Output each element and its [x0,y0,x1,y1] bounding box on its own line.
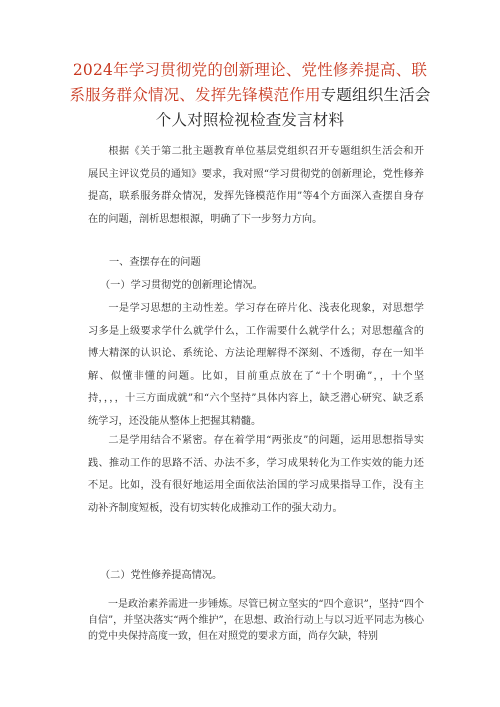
title-line-1: 2024年学习贯彻党的创新理论、党性修养提高、联 [72,61,428,79]
intro-paragraph: 根据《关于第二批主题教育单位基层党组织召开专题组织生活会和开展民主评议党员的通知》要求，我对照“学习贯彻党的创新理论，党性修养提高，联系服务群众情况，发挥先锋模范作用”等4个方面深入查摆自身存在的问题，剖析思想根源，明确了下一步努力方向。 [88,146,424,225]
paragraph-2: 二是学用结合不紧密。存在着学用“两张皮”的问题，运用思想指导实践、推动工作的思路不活、办法不多，学习成果转化为工作实效的能力还不足。比如，没有很好地运用全面依法治国的学习成果指导工作，没有主动补齐制度短板，没有切实转化成推动工作的强大动力。 [88,435,424,514]
subsection-heading-1: （一）学习贯彻党的创新理论情况。 [100,280,263,291]
paragraph-3: 一是政治素养需进一步锤炼。尽管已树立坚实的“四个意识”，坚持“四个自信”，并坚决落实“两个维护”，在思想、政治行动上与以习近平同志为核心的党中央保持高度一致，但在对照党的要求方面，尚存欠缺，特别 [88,599,424,642]
title-line-2-black: 专题组织生活会 [320,86,431,104]
subsection-heading-2: （二）党性修养提高情况。 [100,570,223,581]
title-line-3: 个人对照检视检查发言材料 [155,111,345,129]
document-title [62,58,438,133]
title-line-2-red: 系服务群众情况、发挥先锋模范作用 [69,86,321,104]
title-line-2 [62,83,438,108]
paragraph-1: 一是学习思想的主动性差。学习存在碎片化、浅表化现象，对思想学习多是上级要求学什么就学什么，工作需要什么就学什么；对思想蕴含的博大精深的认识论、系统论、方法论理解得不深刻、不透彻，存在一知半解、似懂非懂的问题。比如，目前重点放在了“十个明确”，，十个坚持，，，，十三方面成就”和“六个坚持”具体内容上，缺乏潜心研究、缺乏系统学习，还没能从整体上把握其精髓。 [88,303,424,427]
section-heading-1: 一、查摆存在的问题 [109,257,201,268]
